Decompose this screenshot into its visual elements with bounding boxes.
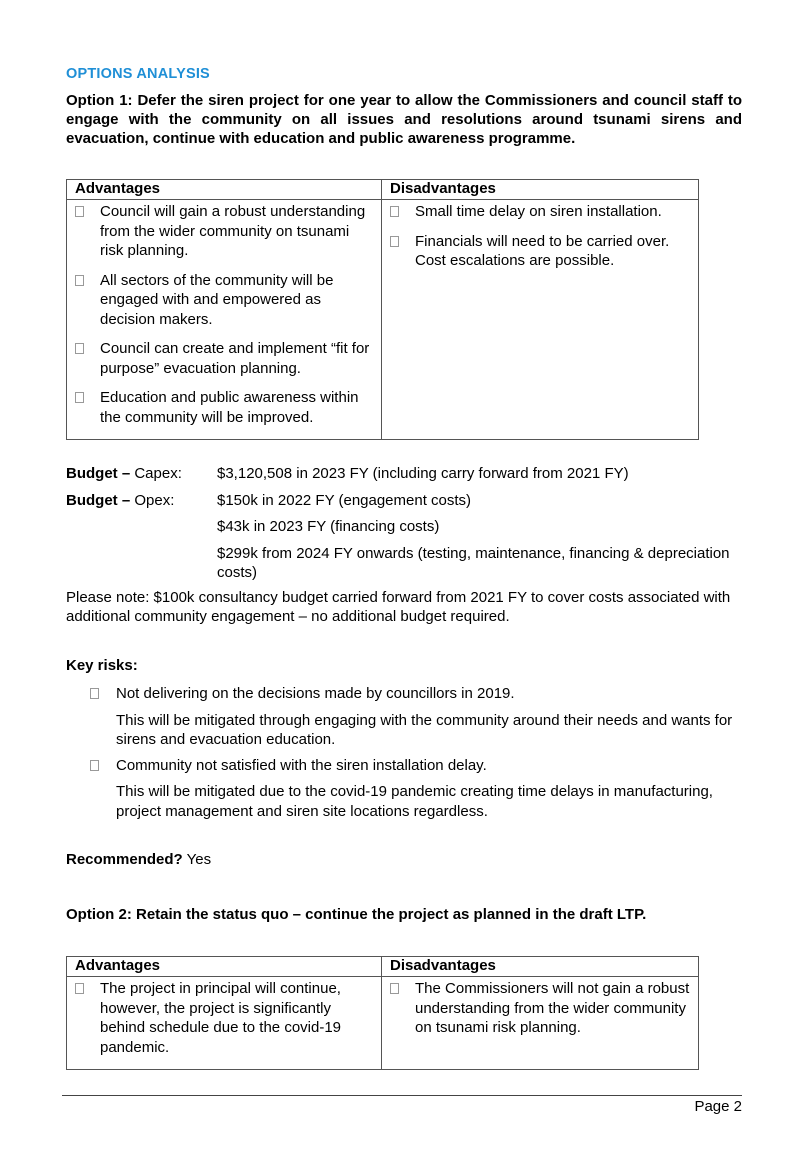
risk-mitigation: This will be mitigated due to the covid-19 pandemic creating time delays in manufacturing, project management and siren site locations regardless. bbox=[116, 783, 713, 820]
section-heading: OPTIONS ANALYSIS bbox=[66, 66, 210, 82]
list-item: All sectors of the community will be engaged with and empowered as decision makers. bbox=[73, 271, 375, 330]
disadvantages-list bbox=[382, 200, 698, 283]
key-risks-list bbox=[90, 684, 746, 827]
budget-opex-row bbox=[66, 517, 746, 537]
budget-note: Please note: $100k consultancy budget carried forward from 2021 FY to cover costs associated with additional community engagement – no additional budget required. bbox=[66, 589, 731, 625]
advantages-header: Advantages bbox=[67, 180, 382, 200]
bullet-box-icon bbox=[390, 983, 399, 994]
budget-opex-value: $150k in 2022 FY (engagement costs) bbox=[217, 491, 472, 509]
risk-mitigation: This will be mitigated through engaging with the community around their needs and wants for sirens and evacuation education. bbox=[116, 711, 733, 748]
list-item: Council will gain a robust understanding from the wider community on tsunami risk planning. bbox=[73, 202, 375, 261]
budget-capex-value: $3,120,508 in 2023 FY (including carry forward from 2021 FY) bbox=[217, 465, 629, 482]
budget-section bbox=[66, 464, 746, 590]
key-risks-heading: Key risks: bbox=[66, 657, 138, 674]
disadvantages-header: Disadvantages bbox=[382, 180, 699, 200]
bullet-box-icon bbox=[75, 983, 84, 994]
option-2-table bbox=[66, 956, 699, 1070]
risk-item: Not delivering on the decisions made by councillors in 2019. bbox=[90, 684, 746, 704]
bullet-box-icon bbox=[75, 343, 84, 354]
risk-item: Community not satisfied with the siren installation delay. bbox=[90, 756, 746, 776]
budget-opex-row: Budget – Opex: $150k in 2022 FY (engagement costs) bbox=[66, 491, 746, 511]
option-2-title: Option 2: Retain the status quo – continue the project as planned in the draft LTP. bbox=[66, 906, 647, 923]
budget-opex-row bbox=[66, 544, 746, 583]
page-number: Page 2 bbox=[694, 1098, 742, 1115]
list-item: Council can create and implement “fit for purpose” evacuation planning. bbox=[73, 339, 375, 378]
recommended-line: Recommended? Yes bbox=[66, 851, 212, 868]
footer-divider bbox=[62, 1095, 742, 1096]
budget-opex-value: $299k from 2024 FY onwards (testing, maintenance, financing & depreciation costs) bbox=[217, 544, 730, 581]
bullet-box-icon bbox=[75, 275, 84, 286]
bullet-box-icon bbox=[75, 392, 84, 403]
budget-capex-row: Budget – Capex: $3,120,508 in 2023 FY (including carry forward from 2021 FY) bbox=[66, 464, 746, 484]
bullet-box-icon bbox=[90, 760, 99, 771]
advantages-header: Advantages bbox=[67, 957, 382, 977]
list-item: The project in principal will continue, however, the project is significantly behind schedule due to the covid-19 pandemic. bbox=[73, 979, 375, 1057]
disadvantages-header: Disadvantages bbox=[382, 957, 699, 977]
bullet-box-icon bbox=[75, 206, 84, 217]
bullet-box-icon bbox=[390, 206, 399, 217]
disadvantages-list bbox=[382, 977, 698, 1050]
list-item: Education and public awareness within the community will be improved. bbox=[73, 388, 375, 427]
budget-opex-value: $43k in 2023 FY (financing costs) bbox=[217, 518, 440, 535]
advantages-list bbox=[67, 200, 381, 439]
list-item: Financials will need to be carried over. Cost escalations are possible. bbox=[388, 232, 692, 271]
option-1-title: Option 1: Defer the siren project for one year to allow the Commissioners and council staff to engage with the community on all issues and resolutions around tsunami sirens and evacuation, continue with education and public awareness programme. bbox=[66, 92, 742, 147]
option-1-table bbox=[66, 179, 699, 440]
list-item: The Commissioners will not gain a robust understanding from the wider community on tsunami risk planning. bbox=[388, 979, 692, 1038]
list-item: Small time delay on siren installation. bbox=[388, 202, 692, 222]
bullet-box-icon bbox=[390, 236, 399, 247]
advantages-list bbox=[67, 977, 381, 1069]
bullet-box-icon bbox=[90, 688, 99, 699]
